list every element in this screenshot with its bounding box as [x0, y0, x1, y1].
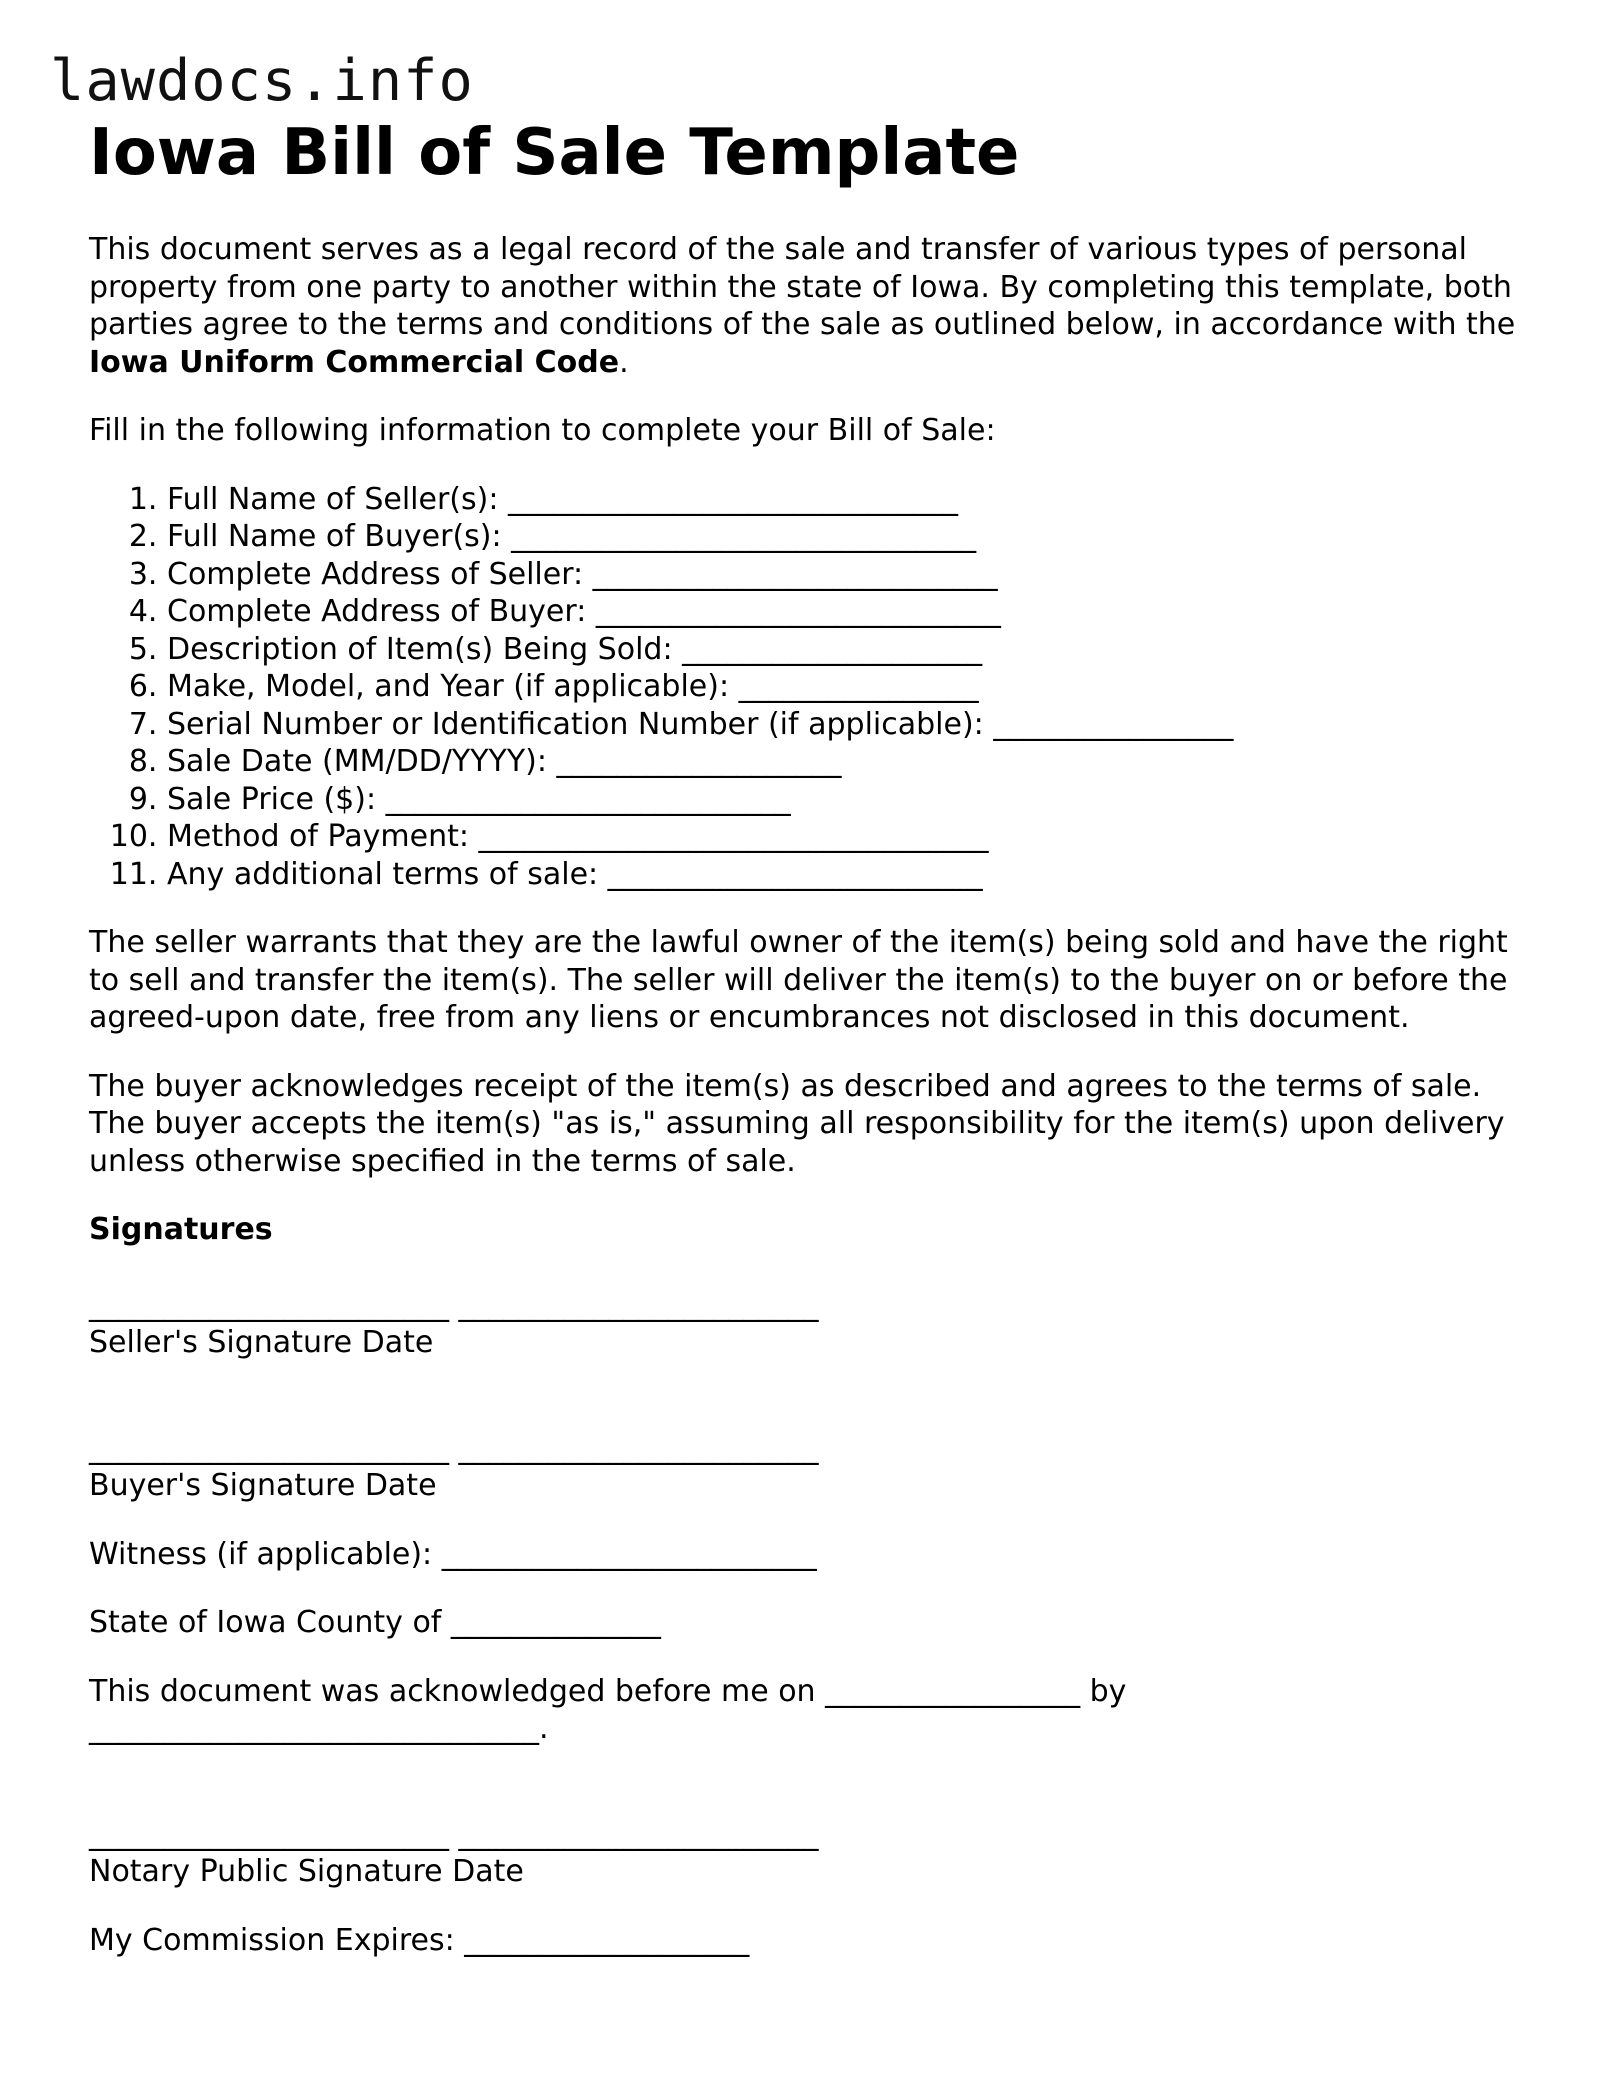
acknowledgment-block — [89, 1673, 1529, 1748]
list-item: 5. Description of Item(s) Being Sold: ____________________ — [167, 631, 1529, 669]
buyer-signature-label: Buyer's Signature Date — [89, 1468, 437, 1503]
seller-signature-label: Seller's Signature Date — [89, 1325, 434, 1360]
witness-line: Witness (if applicable): _________________________ — [89, 1536, 817, 1572]
list-item: 10. Method of Payment: __________________________________ — [167, 818, 1529, 856]
document-title: Iowa Bill of Sale Template — [89, 116, 1020, 190]
list-item: 8. Sale Date (MM/DD/YYYY): ___________________ — [167, 743, 1529, 781]
list-item: 6. Make, Model, and Year (if applicable): ________________ — [167, 668, 1529, 706]
intro-paragraph — [89, 231, 1529, 381]
list-item: 7. Serial Number or Identification Number (if applicable): ________________ — [167, 706, 1529, 744]
buyer-acknowledgment: The buyer acknowledges receipt of the item(s) as described and agrees to the terms of sale. The buyer accepts the item(s) "as is," assuming all responsibility for the item(s) upon delivery unless otherwise specified in the terms of sale. — [89, 1068, 1505, 1179]
signatures-heading: Signatures — [89, 1212, 273, 1247]
buyer-signature-block — [89, 1430, 1529, 1505]
state-county-line: State of Iowa County of ______________ — [89, 1605, 661, 1640]
intro-end: . — [619, 344, 629, 380]
seller-signature-block — [89, 1287, 1529, 1362]
commission-line: My Commission Expires: ___________________ — [89, 1922, 750, 1958]
list-item: 1. Full Name of Seller(s): ______________________________ — [167, 481, 1529, 519]
buyer-signature-line: ________________________ ________________________ — [89, 1430, 819, 1466]
instruction-text: Fill in the following information to complete your Bill of Sale: — [89, 413, 996, 448]
list-item: 9. Sale Price ($): ___________________________ — [167, 781, 1529, 819]
fields-list — [89, 481, 1529, 894]
list-item: 2. Full Name of Buyer(s): _______________________________ — [167, 518, 1529, 556]
document-body — [89, 113, 1529, 1990]
acknowledgment-line: This document was acknowledged before me on _________________ by — [89, 1673, 1127, 1709]
notary-signature-label: Notary Public Signature Date — [89, 1854, 524, 1889]
ucc-reference: Iowa Uniform Commercial Code — [89, 344, 620, 380]
seller-signature-line: ________________________ ________________________ — [89, 1287, 819, 1323]
notary-signature-line: ________________________ ________________________ — [89, 1816, 819, 1852]
seller-warranty: The seller warrants that they are the lawful owner of the item(s) being sold and have the right to sell and transfer the item(s). The seller will deliver the item(s) to the buyer on or before the agreed-upon date, free from any liens or encumbrances not disclosed in this document. — [89, 925, 1508, 1035]
acknowledgment-name-line: ______________________________. — [89, 1711, 549, 1746]
list-item: 4. Complete Address of Buyer: ___________________________ — [167, 593, 1529, 631]
site-name: lawdocs.info — [50, 48, 474, 114]
intro-text: This document serves as a legal record of the sale and transfer of various types of personal property from one party to another within the state of Iowa. By completing this template, both parties agree to the terms and conditions of the sale as outlined below, in accordance with the — [89, 232, 1516, 342]
list-item: 3. Complete Address of Seller: ___________________________ — [167, 556, 1529, 594]
list-item: 11. Any additional terms of sale: _________________________ — [167, 856, 1529, 894]
notary-signature-block — [89, 1816, 1529, 1891]
